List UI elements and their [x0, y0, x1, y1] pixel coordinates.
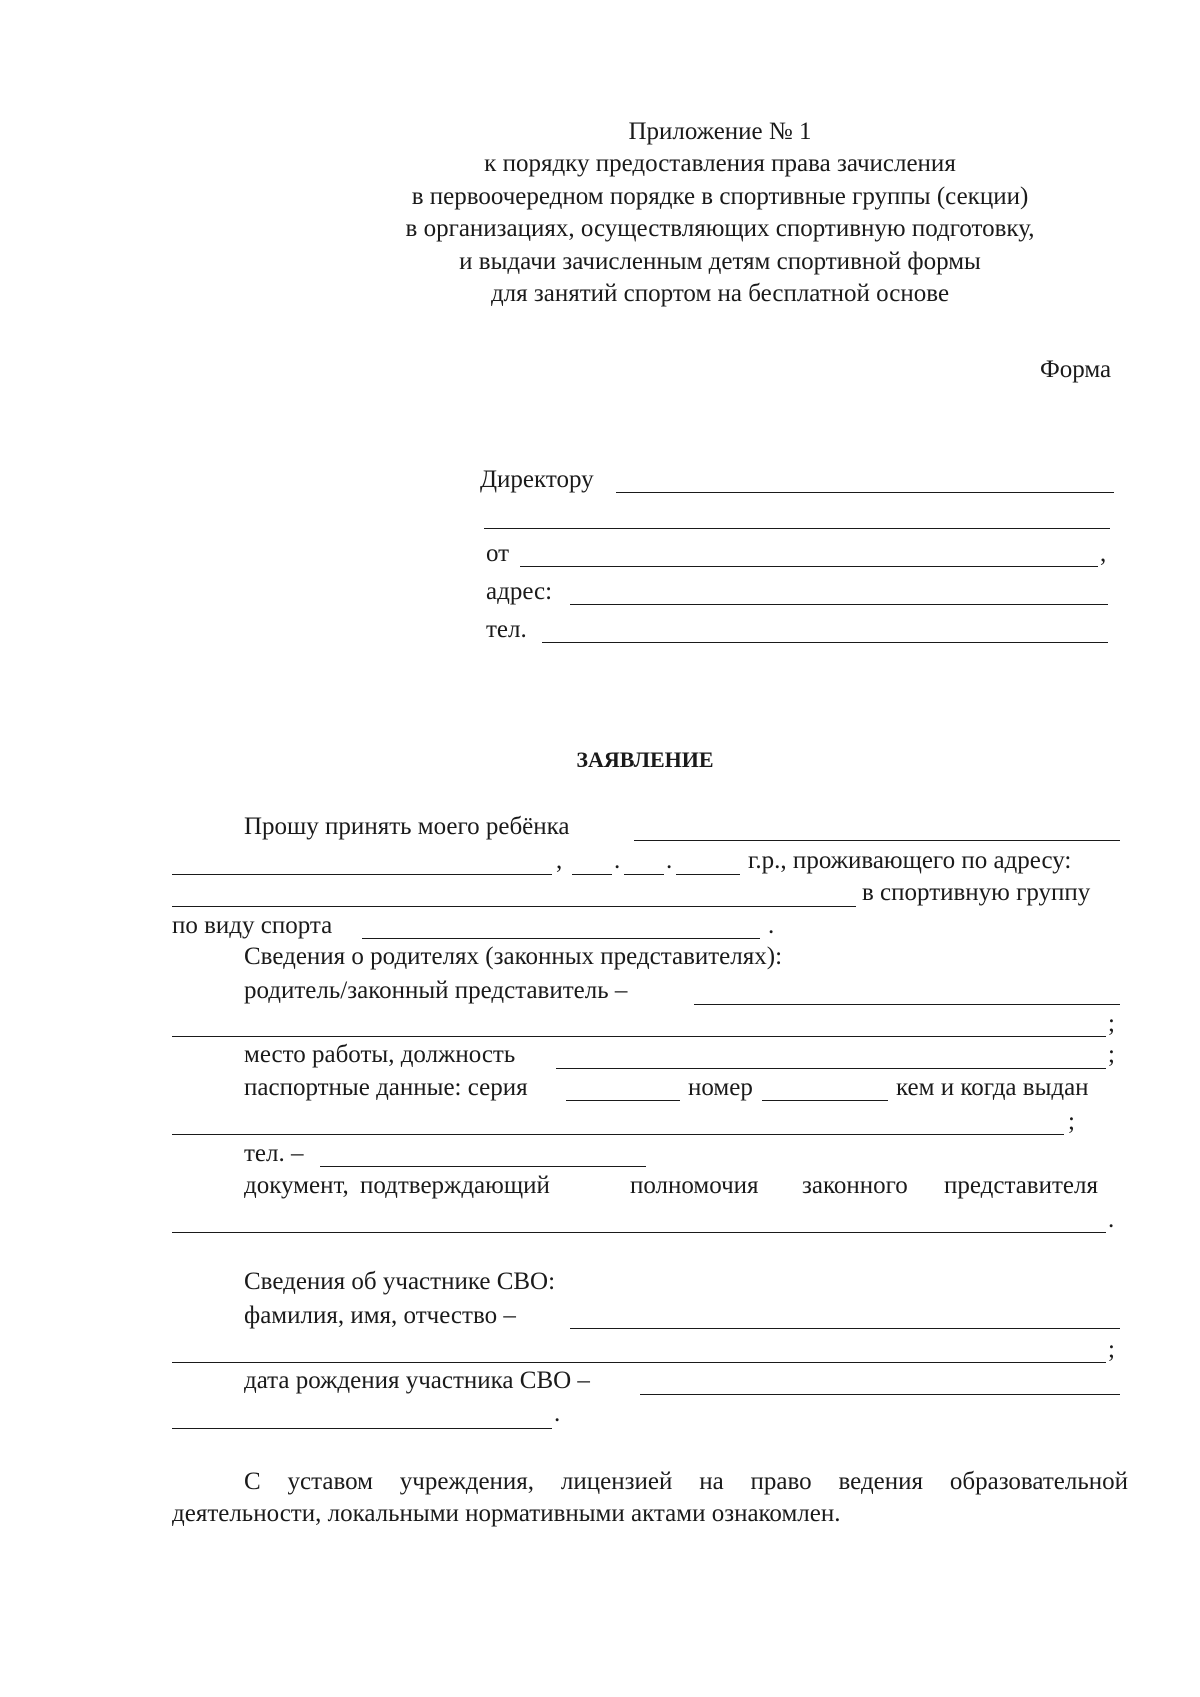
passport-series-field[interactable]: [566, 1100, 680, 1101]
sport-group-text: в спортивную группу: [862, 879, 1091, 906]
birth-year-text: г.р., проживающего по адресу:: [748, 847, 1072, 874]
address-field[interactable]: [570, 604, 1108, 605]
child-address-field[interactable]: [172, 906, 856, 907]
birth-comma: ,: [556, 847, 563, 874]
from-field[interactable]: [520, 566, 1098, 567]
svo-name-label: фамилия, имя, отчество –: [244, 1302, 516, 1329]
document-label-part-4: законного: [802, 1172, 908, 1199]
document-label-part-3: полномочия: [630, 1172, 759, 1199]
semicolon-4: ;: [1108, 1336, 1115, 1363]
sport-type-field[interactable]: [362, 938, 760, 939]
svo-birth-field[interactable]: [640, 1394, 1120, 1395]
director-label: Директору: [480, 466, 594, 493]
semicolon-1: ;: [1108, 1010, 1115, 1037]
acknowledgement-text: С уставом учреждения, лицензией на право ведения образовательной деятельности, локальными нормативными актами ознакомлен.: [172, 1468, 1128, 1527]
birth-day-field[interactable]: [572, 874, 612, 875]
header-line-4: в организациях, осуществляющих спортивную подготовку,: [405, 215, 1035, 243]
passport-issued-label: кем и когда выдан: [896, 1074, 1089, 1101]
director-field[interactable]: [616, 492, 1114, 493]
header-line-3: в первоочередном порядке в спортивные группы (секции): [411, 182, 1029, 210]
birth-year-field[interactable]: [676, 874, 740, 875]
parent-phone-field[interactable]: [320, 1166, 646, 1167]
workplace-field[interactable]: [556, 1068, 1106, 1069]
birth-month-field[interactable]: [624, 874, 664, 875]
director-field-line-2[interactable]: [484, 528, 1110, 529]
svo-birth-end: .: [554, 1400, 561, 1427]
from-label: от: [486, 540, 510, 567]
child-name-field[interactable]: [634, 840, 1120, 841]
header-line-5: и выдачи зачисленным детям спортивной формы: [459, 247, 981, 275]
svo-name-field-line-2[interactable]: [172, 1362, 1106, 1363]
document-title: ЗАЯВЛЕНИЕ: [576, 747, 714, 772]
phone-label: тел.: [486, 616, 527, 643]
sport-type-end: .: [768, 912, 775, 939]
address-label: адрес:: [486, 578, 553, 605]
child-name-field-line-2[interactable]: [172, 874, 552, 875]
phone-field[interactable]: [542, 642, 1108, 643]
workplace-label: место работы, должность: [244, 1041, 516, 1068]
passport-issued-field[interactable]: [172, 1134, 1064, 1135]
svo-birth-field-line-2[interactable]: [172, 1428, 552, 1429]
parent-phone-label: тел. –: [244, 1140, 304, 1167]
passport-label: паспортные данные: серия: [244, 1074, 528, 1101]
passport-number-label: номер: [688, 1074, 753, 1101]
request-text: Прошу принять моего ребёнка: [244, 813, 570, 840]
document-label-part-1: документ,: [244, 1172, 349, 1199]
header-line-6: для занятий спортом на бесплатной основе: [490, 280, 950, 308]
svo-info-heading: Сведения об участнике СВО:: [244, 1268, 556, 1295]
sport-type-label: по виду спорта: [172, 912, 333, 939]
semicolon-2: ;: [1108, 1041, 1115, 1068]
semicolon-3: ;: [1068, 1108, 1075, 1135]
parent-label: родитель/законный представитель –: [244, 977, 628, 1004]
appendix-header: [330, 116, 1110, 310]
parent-name-field-line-2[interactable]: [172, 1036, 1106, 1037]
form-label: Форма: [1040, 356, 1112, 383]
document-label-part-2: подтверждающий: [360, 1172, 550, 1199]
header-line-2: к порядку предоставления права зачисления: [484, 150, 956, 178]
svo-birth-label: дата рождения участника СВО –: [244, 1367, 590, 1394]
passport-number-field[interactable]: [762, 1100, 888, 1101]
document-end: .: [1108, 1206, 1115, 1233]
svo-name-field[interactable]: [570, 1328, 1120, 1329]
document-field[interactable]: [172, 1232, 1106, 1233]
birth-dot-2: .: [666, 847, 673, 874]
header-line-1: Приложение № 1: [628, 118, 812, 145]
parents-info-heading: Сведения о родителях (законных представителях):: [244, 943, 783, 970]
parent-name-field[interactable]: [694, 1004, 1120, 1005]
document-label-part-5: представителя: [944, 1172, 1098, 1199]
birth-dot-1: .: [614, 847, 621, 874]
from-comma: ,: [1100, 540, 1107, 567]
